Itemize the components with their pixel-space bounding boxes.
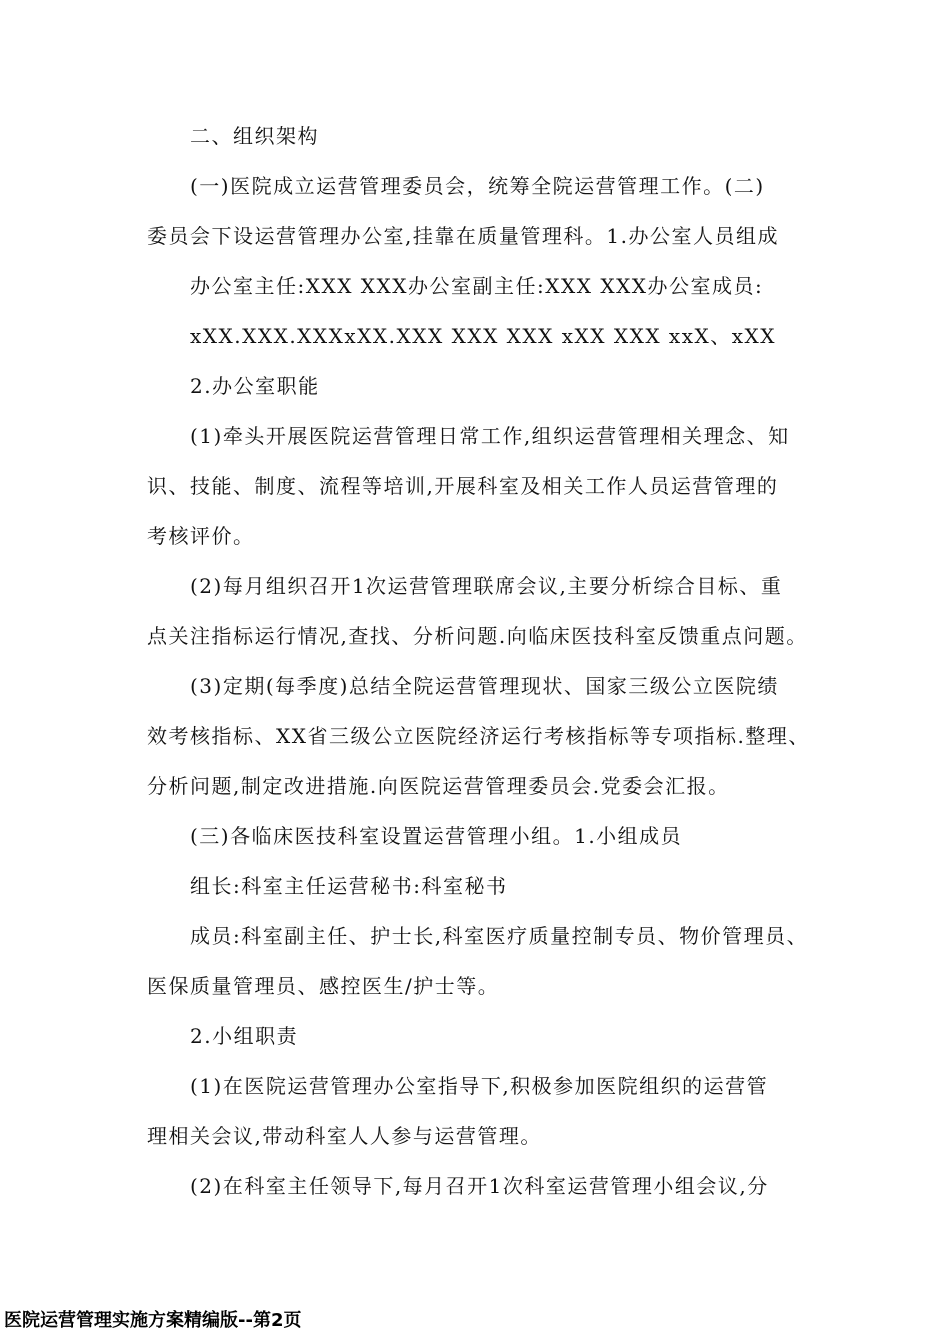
paragraph-line: 考核评价。: [147, 524, 255, 548]
paragraph-line: 成员:科室副主任、护士长,科室医疗质量控制专员、物价管理员、: [190, 924, 809, 948]
paragraph-line: 点关注指标运行情况,查找、分析问题.向临床医技科室反馈重点问题。: [147, 624, 808, 648]
paragraph-line: 办公室主任:XXX XXX办公室副主任:XXX XXX办公室成员:: [190, 274, 764, 298]
subsection-heading-office-duties: 2.办公室职能: [190, 374, 320, 398]
paragraph-line: xXX.XXX.XXXxXX.XXX XXX XXX xXX XXX xxX、xXX: [190, 324, 776, 348]
paragraph-line: 识、技能、制度、流程等培训,开展科室及相关工作人员运营管理的: [147, 474, 779, 498]
paragraph-line: (三)各临床医技科室设置运营管理小组。1.小组成员: [190, 824, 683, 848]
page-footer: 医院运营管理实施方案精编版--第2页: [4, 1310, 302, 1331]
section-heading-organization: 二、组织架构: [190, 124, 319, 148]
paragraph-line: 委员会下设运营管理办公室,挂靠在质量管理科。1.办公室人员组成: [147, 224, 779, 248]
paragraph-line: (一)医院成立运营管理委员会，统筹全院运营管理工作。(二): [190, 174, 765, 198]
paragraph-line: (1)在医院运营管理办公室指导下,积极参加医院组织的运营管: [190, 1074, 769, 1098]
paragraph-line: 效考核指标、XX省三级公立医院经济运行考核指标等专项指标.整理、: [147, 724, 810, 748]
paragraph-line: 理相关会议,带动科室人人参与运营管理。: [147, 1124, 542, 1148]
subsection-heading-group-duties: 2.小组职责: [190, 1024, 299, 1048]
paragraph-line: 医保质量管理员、感控医生/护士等。: [147, 974, 500, 998]
paragraph-line: 组长:科室主任运营秘书:科室秘书: [190, 874, 508, 898]
paragraph-line: (2)每月组织召开1次运营管理联席会议,主要分析综合目标、重: [190, 574, 783, 598]
paragraph-line: (1)牵头开展医院运营管理日常工作,组织运营管理相关理念、知: [190, 424, 790, 448]
paragraph-line: 分析问题,制定改进措施.向医院运营管理委员会.党委会汇报。: [147, 774, 730, 798]
paragraph-line: (3)定期(每季度)总结全院运营管理现状、国家三级公立医院绩: [190, 674, 779, 698]
paragraph-line: (2)在科室主任领导下,每月召开1次科室运营管理小组会议,分: [190, 1174, 769, 1198]
